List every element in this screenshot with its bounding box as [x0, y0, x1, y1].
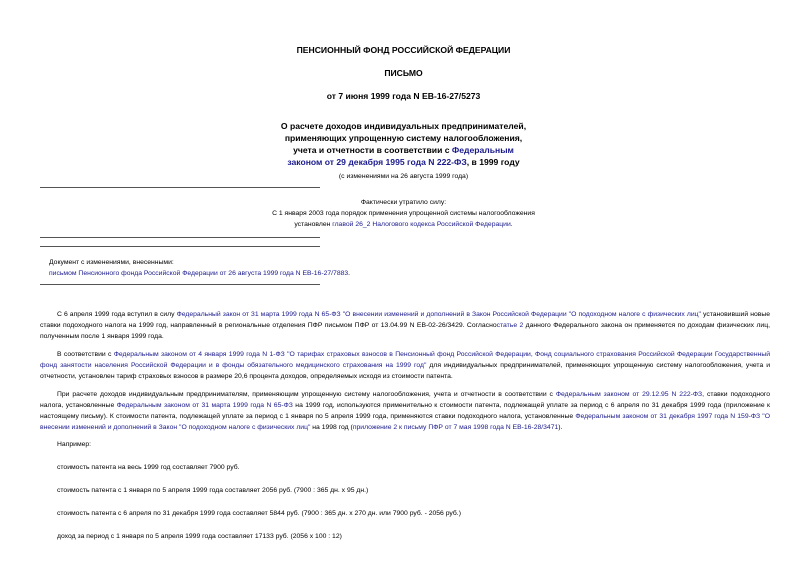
- p3-text-c: на 1999 год, используются применительно к стоимости патента, подлежащей уплате за период с 6 апреля по 31 декабря 1999 года (приложение к настоящему письму). К стоимости патента, подлежащей уплате за период с 1 января по 5 апреля 1999 года, применяются ставки подоходного налога, установленные: [40, 402, 771, 420]
- p3-text-d: на 1998 год (: [310, 424, 353, 431]
- invalidation-line-3-tail: .: [510, 221, 513, 228]
- law-222-fz-link[interactable]: Федеральным законом от 29.12.95 N 222-ФЗ: [555, 391, 703, 398]
- amendment-note: (с изменениями на 26 августа 1999 года): [338, 173, 469, 180]
- changes-block: [49, 257, 449, 279]
- changes-label: Документ с изменениями, внесенными:: [49, 259, 174, 266]
- example-line: доход за период с 1 января по 5 апреля 1999 года составляет 17133 руб. (2056 х 100 : 12): [57, 533, 342, 540]
- subject-line-4-text: , в 1999 году: [466, 157, 520, 167]
- changes-tail: .: [348, 270, 351, 277]
- p2-text-a: В соответствии с: [57, 351, 114, 358]
- document-subject: [0, 120, 807, 168]
- invalidation-note: [0, 197, 807, 230]
- example-line: стоимость патента на весь 1999 год составляет 7900 руб.: [57, 464, 240, 471]
- p1-text-a: С 6 апреля 1999 года вступил в силу: [57, 311, 177, 318]
- invalidation-line-3-text: установлен: [294, 221, 333, 228]
- invalidation-line-2: С 1 января 2003 года порядок применения упрощенной системы налогообложения: [272, 210, 535, 217]
- divider: [40, 284, 320, 285]
- p3-text-b: , ставки подоходного налога, установленные: [40, 391, 770, 409]
- law-1-fz-link[interactable]: Федеральным законом от 4 января 1999 года N 1-ФЗ "О тарифах страховых взносов в Пенсионный фонд Российской Федерации, Фонд социального страхования Российской Федерации Государственный фонд занятости населения Российской Федерации и в фонды обязательного медицинского страхования на 1999 год": [40, 351, 771, 369]
- invalidation-line-1: Фактически утратило силу:: [360, 199, 447, 206]
- divider: [40, 237, 320, 238]
- subject-line-2: применяющих упрощенную систему налогообложения,: [284, 133, 523, 143]
- example-heading: Например:: [57, 441, 92, 448]
- divider: [40, 187, 320, 188]
- example-line: стоимость патента с 1 января по 5 апреля 1999 года составляет 2056 руб. (7900 : 365 дн. х 95 дн.): [57, 487, 369, 494]
- subject-line-4: [0, 156, 807, 168]
- law-159-fz-link[interactable]: Федеральным законом от 31 декабря 1997 года N 159-ФЗ "О внесении изменений и дополнений в Закон "О подоходном налоге с физических лиц": [40, 413, 770, 431]
- document-date: от 7 июня 1999 года N ЕВ-16-27/5273: [326, 91, 481, 101]
- p3-text-a: При расчете доходов индивидуальным предпринимателям, применяющим упрощенную систему налогообложения, учета и отчетности в соответствии с: [57, 391, 556, 398]
- p1-text-c: данного Федерального закона он применяется по доходам физических лиц, полученным после 1 января 1999 года.: [40, 322, 770, 340]
- paragraph-3: [40, 389, 770, 433]
- organization-title: ПЕНСИОННЫЙ ФОНД РОССИЙСКОЙ ФЕДЕРАЦИИ: [296, 45, 511, 55]
- subject-line-3-text: учета и отчетности в соответствии с: [293, 145, 452, 155]
- law-65-fz-link[interactable]: Федеральный закон от 31 марта 1999 года N 65-ФЗ "О внесении изменений и дополнений в Закон Российской Федерации "О подоходном налоге с физических лиц": [176, 311, 701, 318]
- p1-text-b: установивший новые ставки подоходного налога на 1999 год, направленный в региональные отделения ПФР письмом ПФР от 13.04.99 N ЕВ-02-26/3429. Согласно: [40, 311, 771, 329]
- example-line: стоимость патента с 6 апреля по 31 декабря 1999 года составляет 5844 руб. (7900 : 365 дн. х 270 дн. или 7900 руб. - 2056 руб.): [57, 510, 461, 517]
- document-type: ПИСЬМО: [384, 68, 423, 78]
- divider: [40, 246, 320, 247]
- subject-line-1: О расчете доходов индивидуальных предпринимателей,: [280, 121, 527, 131]
- federal-law-link[interactable]: Федеральным: [451, 145, 514, 155]
- federal-law-link-continued[interactable]: законом от 29 декабря 1995 года N 222-ФЗ: [287, 157, 467, 167]
- paragraph-1: [40, 309, 770, 342]
- subject-line-3: [0, 144, 807, 156]
- p2-text-b: для индивидуальных предпринимателей, применяющих упрощенную систему налогообложения, учета и отчетности, установлен тариф страховых взносов в размере 20,6 процента доходов, определяемых исходя из стоимости патента.: [40, 362, 771, 380]
- p3-text-e: ).: [558, 424, 563, 431]
- amending-letter-link[interactable]: письмом Пенсионного фонда Российской Федерации от 26 августа 1999 года N ЕВ-16-27/7883: [49, 270, 349, 277]
- tax-code-chapter-link[interactable]: главой 26_2 Налогового кодекса Российской Федерации: [332, 221, 511, 228]
- appendix-2-link[interactable]: приложение 2 к письму ПФР от 7 мая 1998 года N ЕВ-16-28/3471: [352, 424, 559, 431]
- law-65-fz-link-2[interactable]: Федеральным законом от 31 марта 1999 года N 65-ФЗ: [116, 402, 293, 409]
- changes-link-line: [49, 268, 449, 279]
- paragraph-2: [40, 349, 770, 382]
- article-2-link[interactable]: статье 2: [496, 322, 524, 329]
- invalidation-line-3: [0, 219, 807, 230]
